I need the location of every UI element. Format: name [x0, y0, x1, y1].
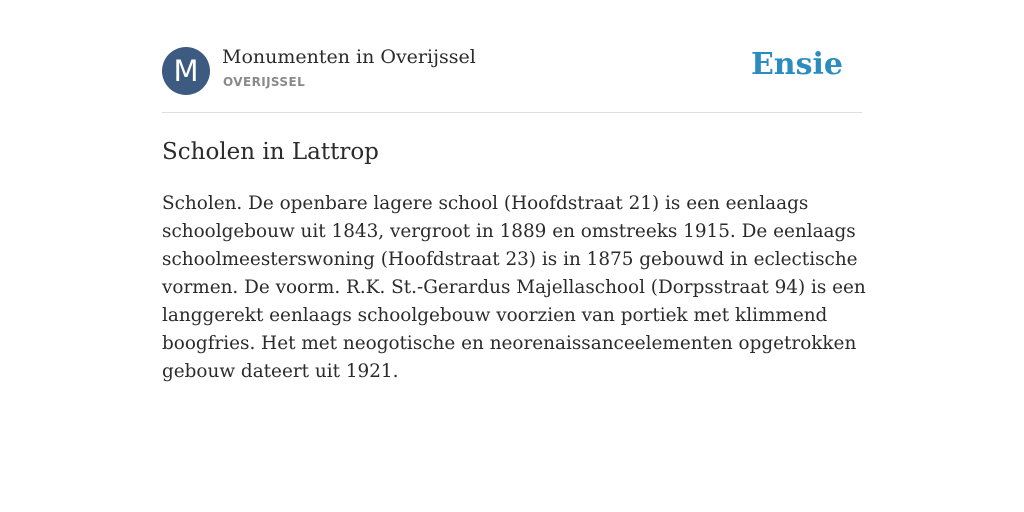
article-body: Scholen. De openbare lagere school (Hoofdstraat 21) is een eenlaags schoolgebouw uit 1843, vergroot in 1889 en omstreeks 1915. De eenlaags schoolmeesterswoning (Hoofdstraat 23) is in 1875 gebouwd in eclectische vormen. De voorm. R.K. St.-Gerardus Majellaschool (Dorpsstraat 94) is een langgerekt eenlaags schoolgebouw voorzien van portiek met klimmend boogfries. Het met neogotische en neorenaissanceelementen opgetrokken gebouw dateert uit 1921.	[162, 193, 866, 382]
page-container	[162, 0, 866, 382]
article-title: Scholen in Lattrop	[162, 139, 379, 165]
ensie-logo[interactable]: Ensie	[750, 47, 843, 82]
source-title[interactable]: Monumenten in Overijssel	[222, 46, 476, 68]
page-header	[162, 0, 862, 113]
source-subtitle[interactable]: OVERIJSSEL	[223, 75, 306, 89]
source-avatar[interactable]: M	[162, 47, 210, 95]
